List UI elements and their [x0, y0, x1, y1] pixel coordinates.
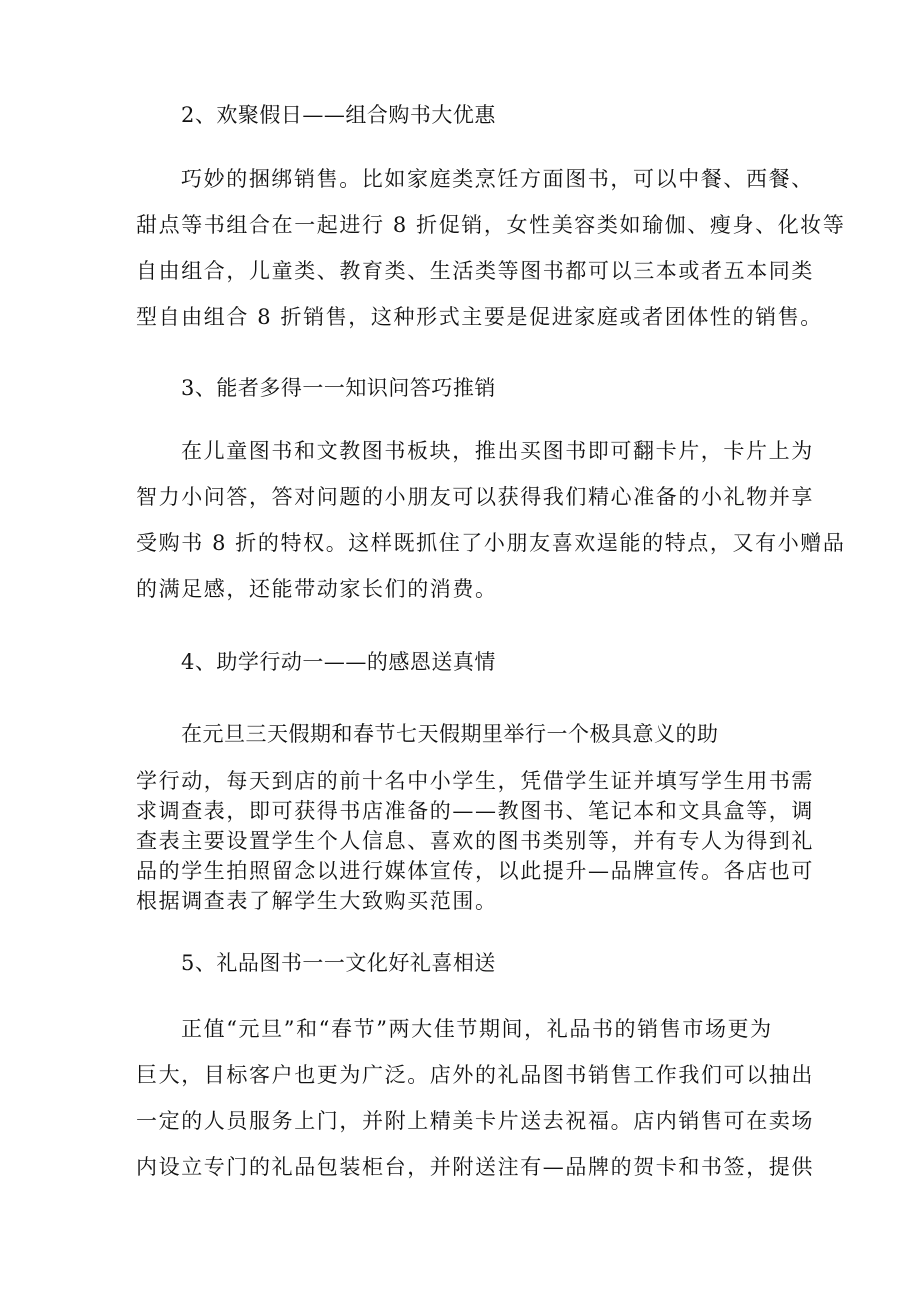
section-2-heading: 2、欢聚假日——组合购书大优惠	[181, 103, 496, 127]
section-3-heading: 3、能者多得一一知识问答巧推销	[181, 376, 496, 400]
paragraph-line: 品的学生拍照留念以进行媒体宣传，以此提升—品牌宣传。各店也可	[136, 859, 814, 883]
paragraph-line: 甜点等书组合在一起进行 8 折促销，女性美容类如瑜伽、瘦身、化妆等	[136, 213, 846, 237]
paragraph-line: 巨大，目标客户也更为广泛。店外的礼品图书销售工作我们可以抽出	[136, 1063, 814, 1087]
section-4-first-line: 在元旦三天假期和春节七天假期里举行一个极具意义的助	[181, 722, 719, 746]
paragraph-line: 根据调查表了解学生大致购买范围。	[136, 889, 498, 913]
paragraph-line: 受购书 8 折的特权。这样既抓住了小朋友喜欢逞能的特点，又有小赠品	[136, 531, 846, 555]
paragraph-line: 内设立专门的礼品包装柜台，并附送注有—品牌的贺卡和书签，提供	[136, 1155, 814, 1179]
paragraph-line: 巧妙的捆绑销售。比如家庭类烹饪方面图书，可以中餐、西餐、	[181, 167, 814, 191]
section-5-paragraph	[136, 1006, 814, 1190]
paragraph-line: 自由组合，儿童类、教育类、生活类等图书都可以三本或者五本同类	[136, 259, 814, 283]
section-3-paragraph	[136, 428, 846, 612]
section-5-heading: 5、礼品图书一一文化好礼喜相送	[181, 951, 496, 975]
section-2-paragraph	[136, 156, 846, 340]
section-4-paragraph	[136, 766, 814, 916]
paragraph-line: 的满足感，还能带动家长们的消费。	[136, 577, 498, 601]
section-4-heading: 4、助学行动一——的感恩送真情	[181, 650, 496, 674]
paragraph-line: 在儿童图书和文教图书板块，推出买图书即可翻卡片，卡片上为	[181, 439, 814, 463]
paragraph-line: 学行动，每天到店的前十名中小学生，凭借学生证并填写学生用书需	[136, 769, 814, 793]
paragraph-line: 一定的人员服务上门，并附上精美卡片送去祝福。店内销售可在卖场	[136, 1109, 814, 1133]
paragraph-line: 智力小问答，答对问题的小朋友可以获得我们精心准备的小礼物并享	[136, 485, 814, 509]
paragraph-line: 查表主要设置学生个人信息、喜欢的图书类别等，并有专人为得到礼	[136, 829, 814, 853]
paragraph-line: 求调查表，即可获得书店准备的——教图书、笔记本和文具盒等，调	[136, 799, 814, 823]
paragraph-line: 正值“元旦”和“春节”两大佳节期间，礼品书的销售市场更为	[181, 1017, 773, 1041]
paragraph-line: 型自由组合 8 折销售，这种形式主要是促进家庭或者团体性的销售。	[136, 305, 823, 329]
